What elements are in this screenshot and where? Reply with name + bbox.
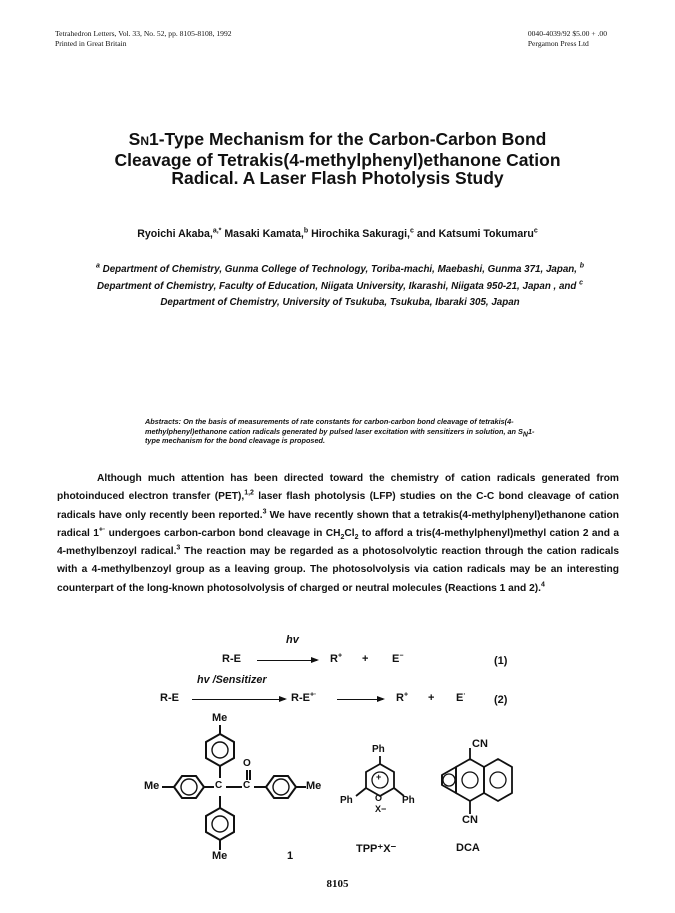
reaction-arrow: [337, 699, 383, 700]
abstract-label: Abstracts:: [145, 417, 182, 426]
body-text: [57, 470, 619, 598]
publisher-header: [528, 29, 607, 49]
methyl-label: Me: [212, 850, 228, 862]
journal-citation: Tetrahedron Letters, Vol. 33, No. 52, pp. 8105-8108, 1992: [55, 29, 232, 38]
methyl-label: Me: [144, 780, 160, 792]
reaction-arrow: [192, 699, 285, 700]
plus-sign: +: [362, 653, 369, 665]
phenyl-label: Ph: [372, 744, 385, 755]
product-cation: R+: [396, 691, 409, 704]
structure-tpp: [340, 742, 420, 872]
oxygen-label: O: [375, 793, 383, 803]
abstract: Abstracts: On the basis of measurements of rate constants for carbon-carbon bond cleavage of tetrakis(4-methylphenyl)ethanone cation radicals generated by pulsed laser excitation with sensitizers in solution, an $S_N1$-type mechanism for the bond cleavage is proposed.: [145, 417, 535, 446]
reaction-number: (2): [494, 694, 508, 706]
reactant: R-E: [222, 653, 241, 665]
printed-in: Printed in Great Britain: [55, 39, 127, 48]
price-code: 0040-4039/92 $5.00 + .00: [527, 29, 607, 38]
carbon-label: C: [215, 780, 223, 791]
condition: hv /Sensitizer: [197, 674, 267, 686]
dca-drawing: [432, 742, 532, 872]
reaction-arrow: [257, 660, 317, 661]
cyano-label: CN: [462, 814, 478, 826]
paper-title: SN1-Type Mechanism for the Carbon-Carbon Bond Cleavage of Tetrakis(4-methylphenyl)ethanone Cation Radical. A Laser Flash Photolysis Study: [114, 129, 561, 188]
oxygen-label: O: [243, 758, 251, 769]
product-radical: E·: [456, 691, 466, 704]
methyl-label: Me: [306, 780, 322, 792]
phenyl-label: Ph: [340, 795, 353, 806]
counterion-label: X−: [375, 804, 387, 814]
cyano-label: CN: [472, 738, 488, 750]
product-anion: E−: [392, 652, 404, 665]
structure-1-ethanone: [144, 712, 350, 872]
publisher-name: Pergamon Press Ltd: [527, 39, 589, 48]
compound-label: DCA: [456, 842, 480, 854]
carbon-label: C: [243, 780, 251, 791]
author-list: Ryoichi Akaba,$^{a,*}$ Masaki Kamata,$^b$ Hirochika Sakuragi,$^c$ and Katsumi Tokumaru$^c$: [137, 227, 538, 240]
structure-dca: [432, 738, 532, 872]
structure-1-drawing: [150, 712, 350, 872]
paragraph: Although much attention has been directed toward the chemistry of cation radicals generated from photoinduced electron transfer (PET),$^{1,2}$ laser flash photolysis (LFP) studies on the C-C bond cleavage of cation radicals have only recently been reported.$^3$ We have recently shown that a tetrakis(4-methylphenyl)ethanone cation radical 1+· undergoes carbon-carbon bond cleavage in $CH_2Cl_2$ to afford a tris(4-methylphenyl)methyl cation 2 and a 4-methylbenzoyl radical.$^3$ The reaction may be regarded as a photosolvolytic reaction through the cation radicals with a 4-methylbenzoyl group as a leaving group. The photosolvolysis via cation radicals may be an interesting counterpart of the long-known photosolvolysis of charged or neutral molecules (Reactions 1 and 2).$^4$: [57, 473, 620, 594]
plus-sign: +: [428, 692, 435, 704]
charge-label: +: [376, 772, 382, 782]
compound-label: TPP⁺X⁻: [356, 843, 397, 855]
page-number: 8105: [326, 878, 349, 890]
cation-radical: R-E+·: [291, 691, 317, 704]
affiliations: $^a$ Department of Chemistry, Gunma College of Technology, Toriba-machi, Maebashi, Gunma 371, Japan, $^b$ Department of Chemistry, Faculty of Education, Niigata University, Ikarashi, Niigata 950-21, Japan , and $^c$ Department of Chemistry, University of Tsukuba, Tsukuba, Ibaraki 305, Japan: [96, 262, 584, 308]
methyl-label: Me: [212, 712, 228, 724]
reaction-number: (1): [494, 655, 508, 667]
journal-header: [55, 29, 232, 49]
reactant: R-E: [160, 692, 179, 704]
phenyl-label: Ph: [402, 795, 415, 806]
compound-number: 1: [287, 850, 294, 862]
condition: hv: [286, 634, 299, 646]
product-cation: R+: [330, 652, 343, 665]
